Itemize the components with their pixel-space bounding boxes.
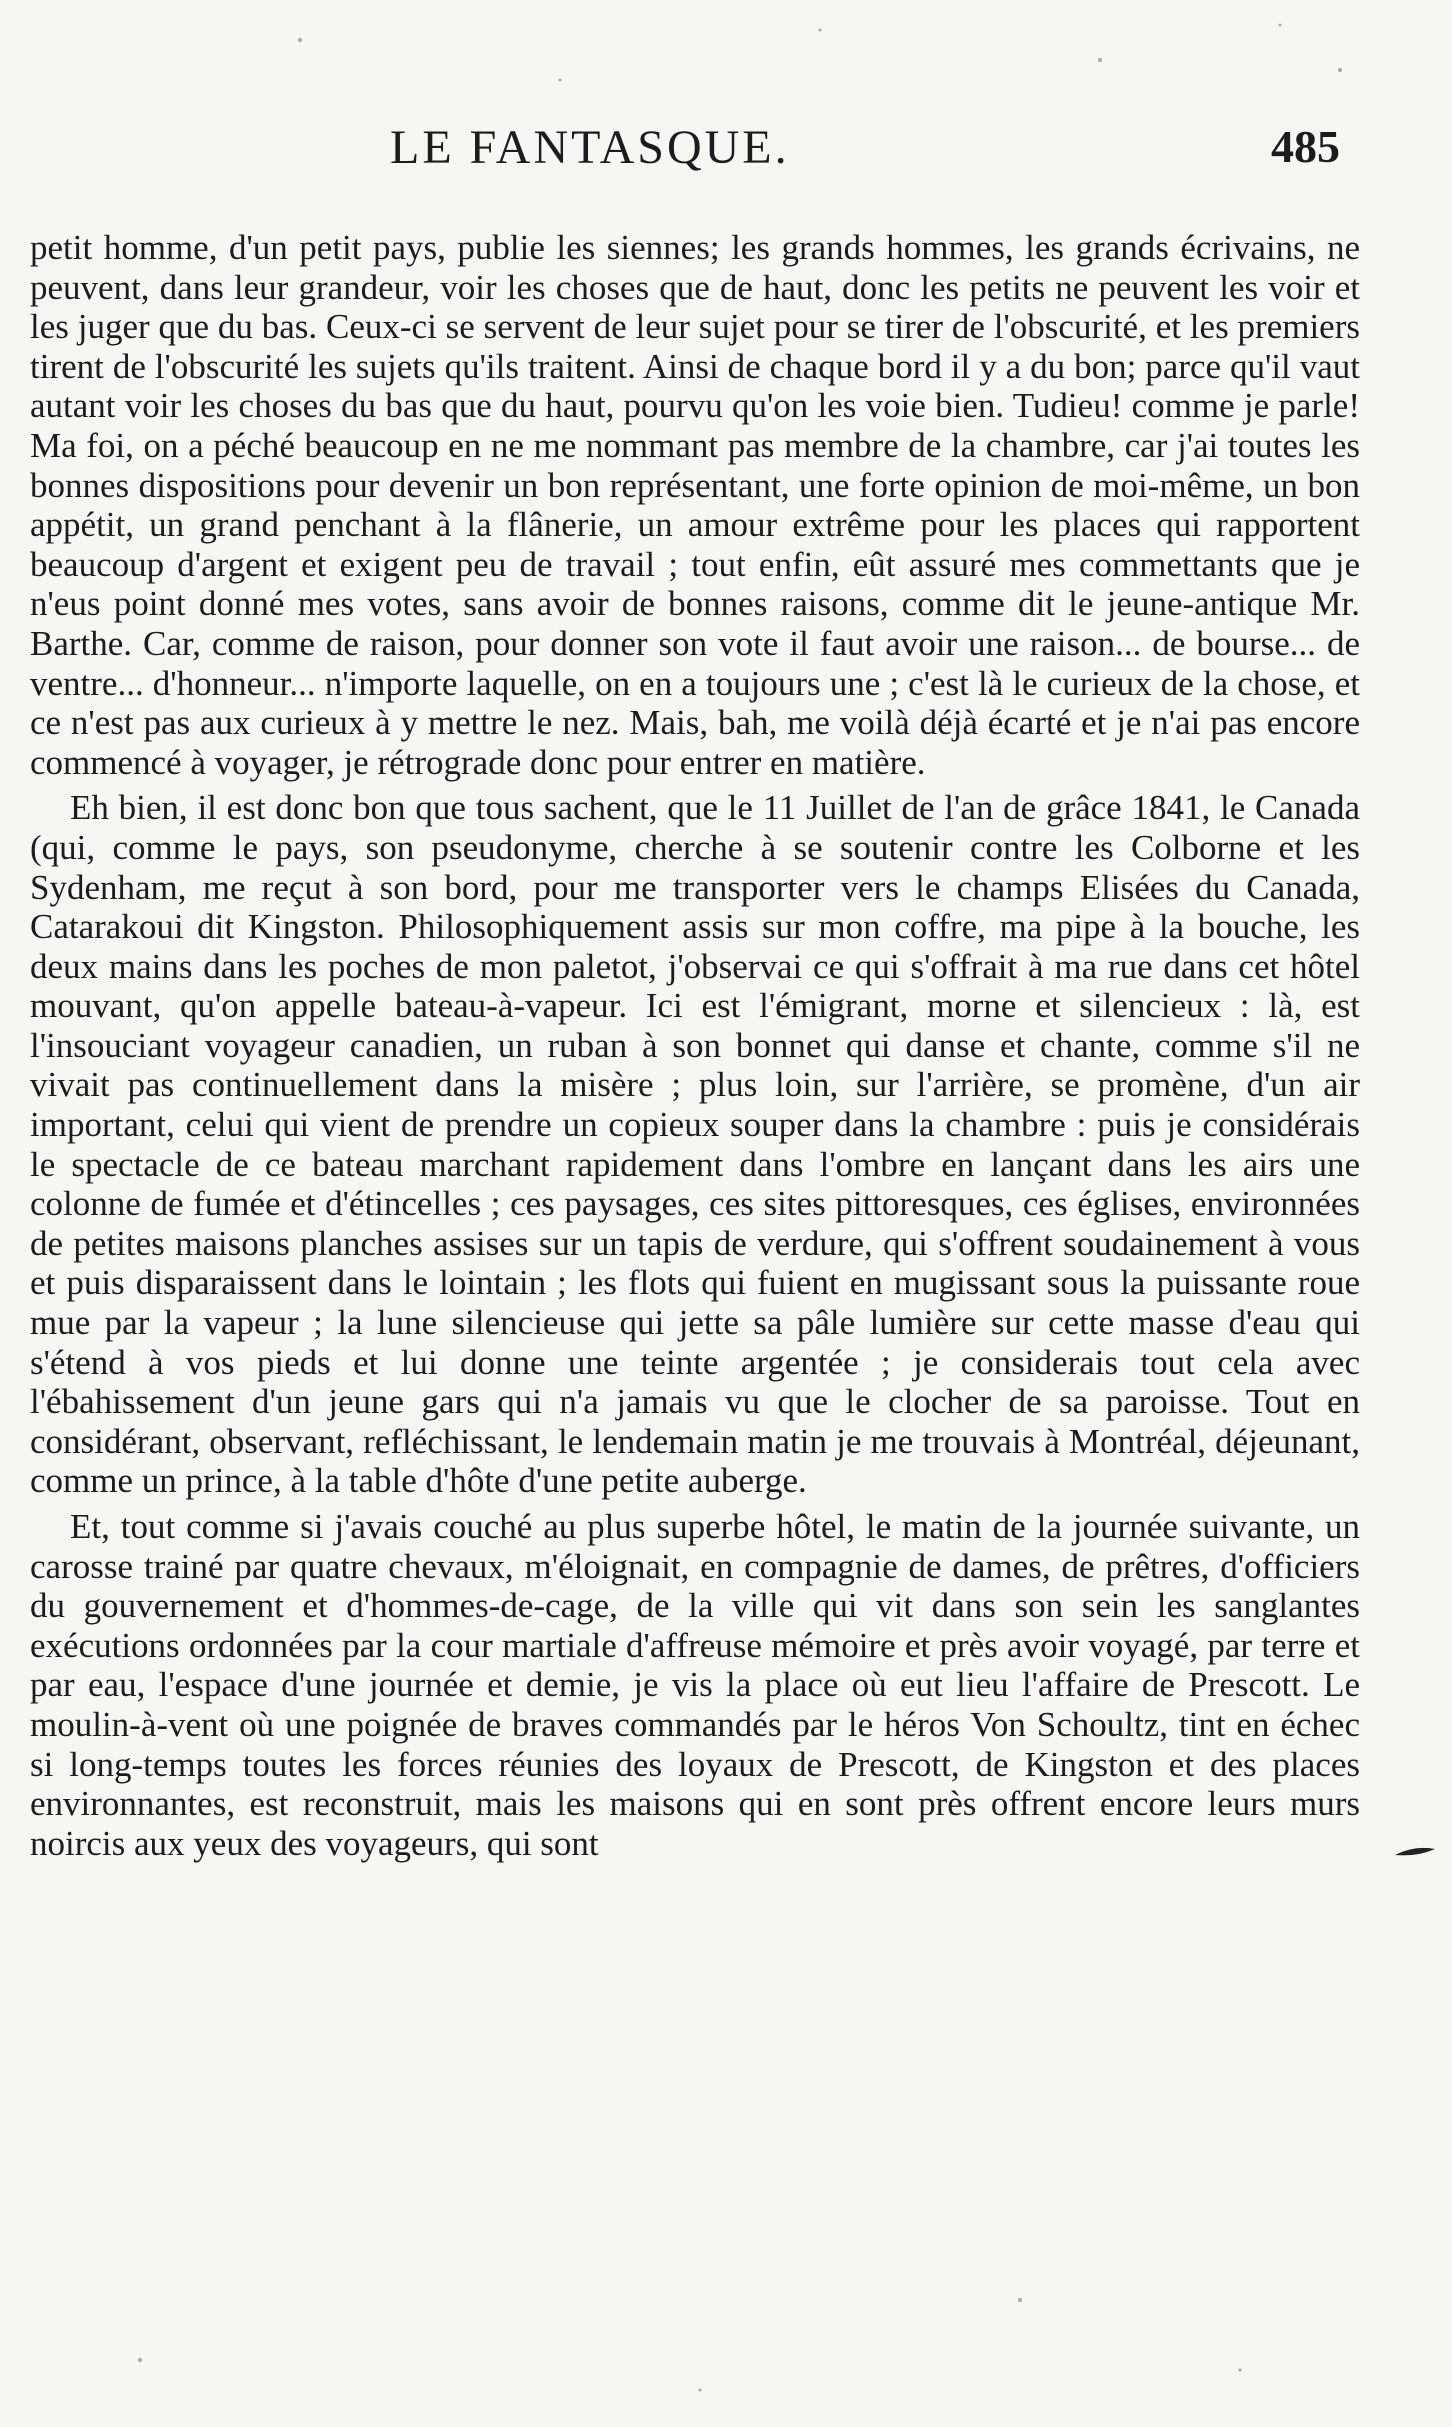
page-number: 485 [1271, 121, 1340, 172]
running-title: LE FANTASQUE. [390, 121, 790, 174]
body-text [30, 228, 1360, 1863]
paragraph-voyage-start: Eh bien, il est donc bon que tous sachent, que le 11 Juillet de l'an de grâce 1841, le Canada (qui, comme le pays, son pseudonyme, cherche à se soutenir contre les Colborne et les Sydenham, me reçut à son bord, pour me transporter vers le champs Elisées du Canada, Catarakoui dit Kingston. Philosophiquement assis sur mon coffre, ma pipe à la bouche, les deux mains dans les poches de mon paletot, j'observai ce qui s'offrait à ma rue dans cet hôtel mouvant, qu'on appelle bateau-à-vapeur. Ici est l'émigrant, morne et silencieux : là, est l'insouciant voyageur canadien, un ruban à son bonnet qui danse et chante, comme s'il ne vivait pas continuellement dans la misère ; plus loin, sur l'arrière, se promène, d'un air important, celui qui vient de prendre un copieux souper dans la chambre : puis je considérais le spectacle de ce bateau marchant rapidement dans l'ombre en lançant dans les airs une colonne de fumée et d'étincelles ; ces paysages, ces sites pittoresques, ces églises, environnées de petites maisons planches assises sur un tapis de verdure, qui s'offrent soudainement à vous et puis disparaissent dans le lointain ; les flots qui fuient en mugissant sous la puissante roue mue par la vapeur ; la lune silencieuse qui jette sa pâle lumière sur cette masse d'eau qui s'étend à vos pieds et lui donne une teinte argentée ; je considerais tout cela avec l'ébahissement d'un jeune gars qui n'a jamais vu que le clocher de sa paroisse. Tout en considérant, observant, refléchissant, le lendemain matin je me trouvais à Montréal, déjeunant, comme un prince, à la table d'hôte d'une petite auberge. [30, 788, 1360, 1501]
paragraph-continued: petit homme, d'un petit pays, publie les siennes; les grands hommes, les grands écrivains, ne peuvent, dans leur grandeur, voir les choses que de haut, donc les petits ne peuvent les voir et les juger que du bas. Ceux-ci se servent de leur sujet pour se tirer de l'obscurité, et les premiers tirent de l'obscurité les sujets qu'ils traitent. Ainsi de chaque bord il y a du bon; parce qu'il vaut autant voir les choses du bas que du haut, pourvu qu'on les voie bien. Tudieu! comme je parle! Ma foi, on a péché beaucoup en ne me nommant pas membre de la chambre, car j'ai toutes les bonnes dispositions pour devenir un bon représentant, une forte opinion de moi-même, un bon appétit, un grand penchant à la flânerie, un amour extrême pour les places qui rapportent beaucoup d'argent et exigent peu de travail ; tout enfin, eût assuré mes commettants que je n'eus point donné mes votes, sans avoir de bonnes raisons, comme dit le jeune-antique Mr. Barthe. Car, comme de raison, pour donner son vote il faut avoir une raison... de bourse... de ventre... d'honneur... n'importe laquelle, on en a toujours une ; c'est là le curieux de la chose, et ce n'est pas aux curieux à y mettre le nez. Mais, bah, me voilà déjà écarté et je n'ai pas encore commencé à voyager, je rétrograde donc pour entrer en matière. [30, 228, 1360, 782]
page-header [30, 120, 1340, 180]
paragraph-prescott: Et, tout comme si j'avais couché au plus superbe hôtel, le matin de la journée suivante, un carosse trainé par quatre chevaux, m'éloignait, en compagnie de dames, de prêtres, d'officiers du gouvernement et d'hommes-de-cage, de la ville qui vit dans son sein les sanglantes exécutions ordonnées par la cour martiale d'affreuse mémoire et près avoir voyagé, par terre et par eau, l'espace d'une journée et demie, je vis la place où eut lieu l'affaire de Prescott. Le moulin-à-vent où une poignée de braves commandés par le héros Von Schoultz, tint en échec si long-temps toutes les forces réunies des loyaux de Prescott, de Kingston et des places environnantes, est reconstruit, mais les maisons qui en sont près offrent encore leurs murs noircis aux yeux des voyageurs, qui sont [30, 1507, 1360, 1863]
